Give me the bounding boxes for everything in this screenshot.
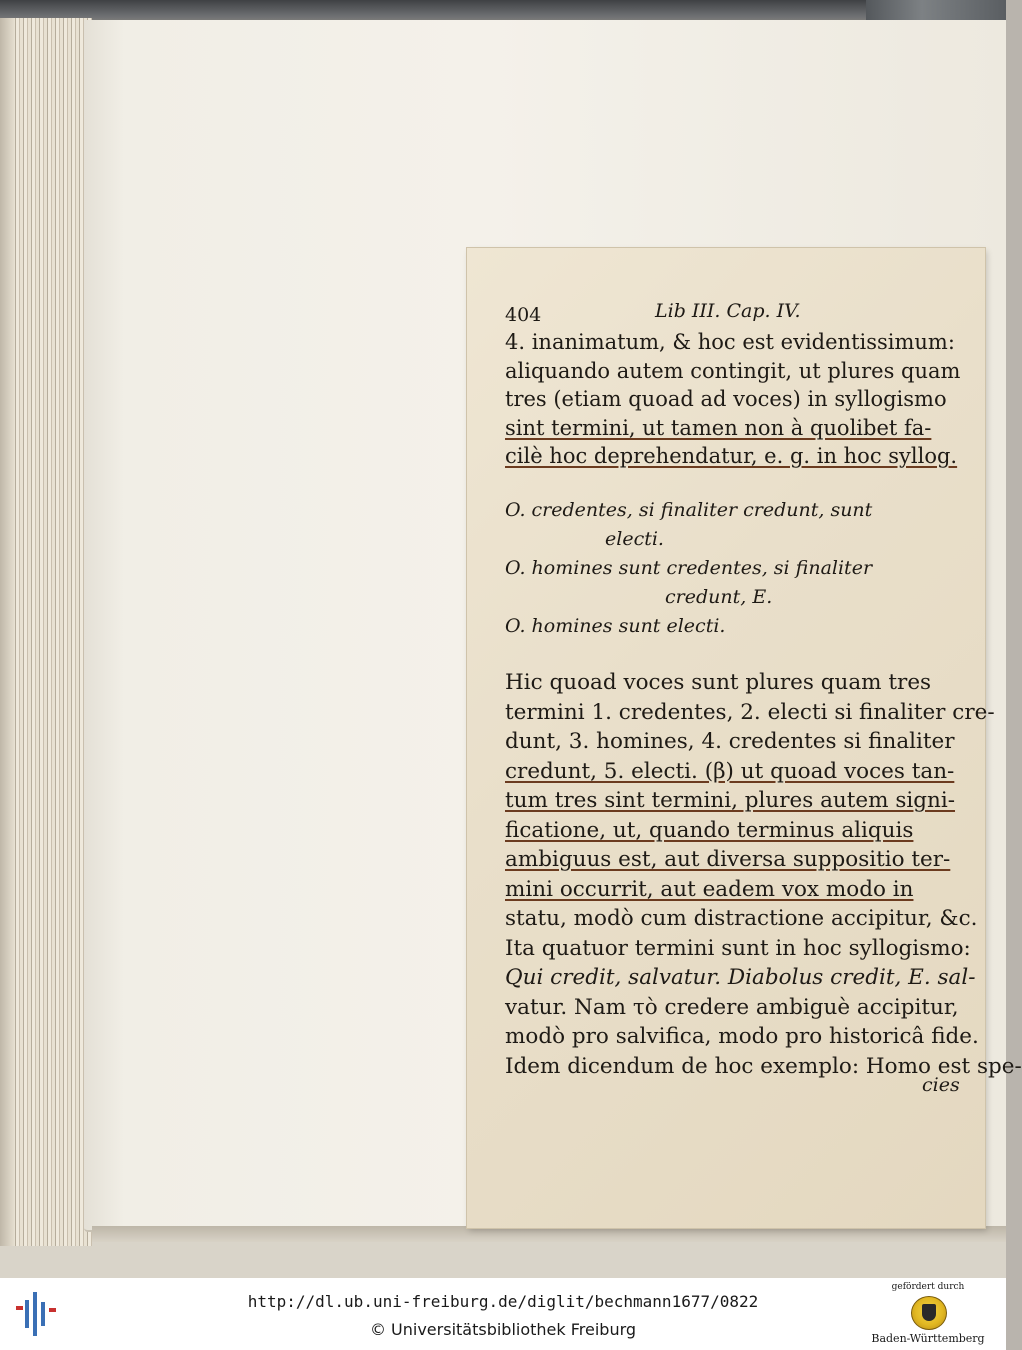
text-line: sint termini, ut tamen non à quolibet fa- [505, 415, 932, 440]
text-line: vatur. Nam τὸ credere ambiguè accipitur, [505, 994, 959, 1020]
page-edges [0, 18, 92, 1246]
text-line: termini 1. credentes, 2. electi si finaliter cre- [505, 699, 995, 725]
copyright-notice: © Universitätsbibliothek Freiburg [369, 1320, 637, 1339]
coat-of-arms-icon [911, 1296, 947, 1330]
syllogism-line: O. credentes, si finaliter credunt, sunt [505, 499, 873, 521]
syllogism-line: credunt, E. [665, 586, 773, 608]
text-line: aliquando autem contingit, ut plures quam [505, 358, 961, 383]
text-line: Idem dicendum de hoc exemplo: Homo est spe- [505, 1053, 1022, 1079]
sponsor-name: Baden-Württemberg [871, 1332, 985, 1345]
catchword: cies [922, 1074, 960, 1096]
text-line: modò pro salvifica, modo pro historicâ fide. [505, 1024, 979, 1049]
text-line: ficatione, ut, quando terminus aliquis [505, 817, 914, 843]
text-line: statu, modò cum distractione accipitur, &c. [505, 906, 978, 931]
document-url[interactable]: http://dl.ub.uni-freiburg.de/diglit/bechmann1677/0822 [247, 1292, 759, 1311]
text-block-1 [505, 328, 963, 471]
text-line: Hic quoad voces sunt plures quam tres [505, 670, 932, 695]
page-shadow [92, 1226, 1006, 1242]
syllogism-line: electi. [605, 528, 664, 550]
text-line: Qui credit, salvatur. Diabolus credit, E. sal- [505, 965, 976, 990]
text-line: dunt, 3. homines, 4. credentes si finaliter [505, 729, 955, 754]
sponsor-caption: gefördert durch [891, 1282, 965, 1292]
page-number: 404 [505, 304, 542, 326]
inserted-slip [467, 248, 1022, 1228]
text-line: ambiguus est, aut diversa suppositio ter- [505, 847, 951, 872]
text-line: 4. inanimatum, & hoc est evidentissimum: [505, 330, 955, 354]
text-line: tres (etiam quoad ad voces) in syllogismo [505, 387, 947, 411]
show-through-text [404, 60, 671, 200]
text-line: mini occurrit, aut eadem vox modo in [505, 876, 914, 902]
text-line: Ita quatuor termini sunt in hoc syllogismo: [505, 935, 971, 961]
text-line: tum tres sint termini, plures autem signi- [505, 788, 956, 813]
syllogism-example [505, 496, 963, 641]
syllogism-line: O. homines sunt credentes, si finaliter [505, 557, 873, 579]
running-title: Lib III. Cap. IV. [655, 300, 801, 322]
syllogism-line: O. homines sunt electi. [505, 615, 726, 637]
text-line: credunt, 5. electi. (β) ut quoad voces tan- [505, 758, 955, 784]
text-block-3 [505, 668, 1022, 1081]
sponsor-badge[interactable] [858, 1282, 998, 1348]
viewer-footer [0, 1278, 1006, 1350]
running-head [505, 300, 965, 328]
text-line: cilè hoc deprehendatur, e. g. in hoc syllog. [505, 444, 958, 468]
